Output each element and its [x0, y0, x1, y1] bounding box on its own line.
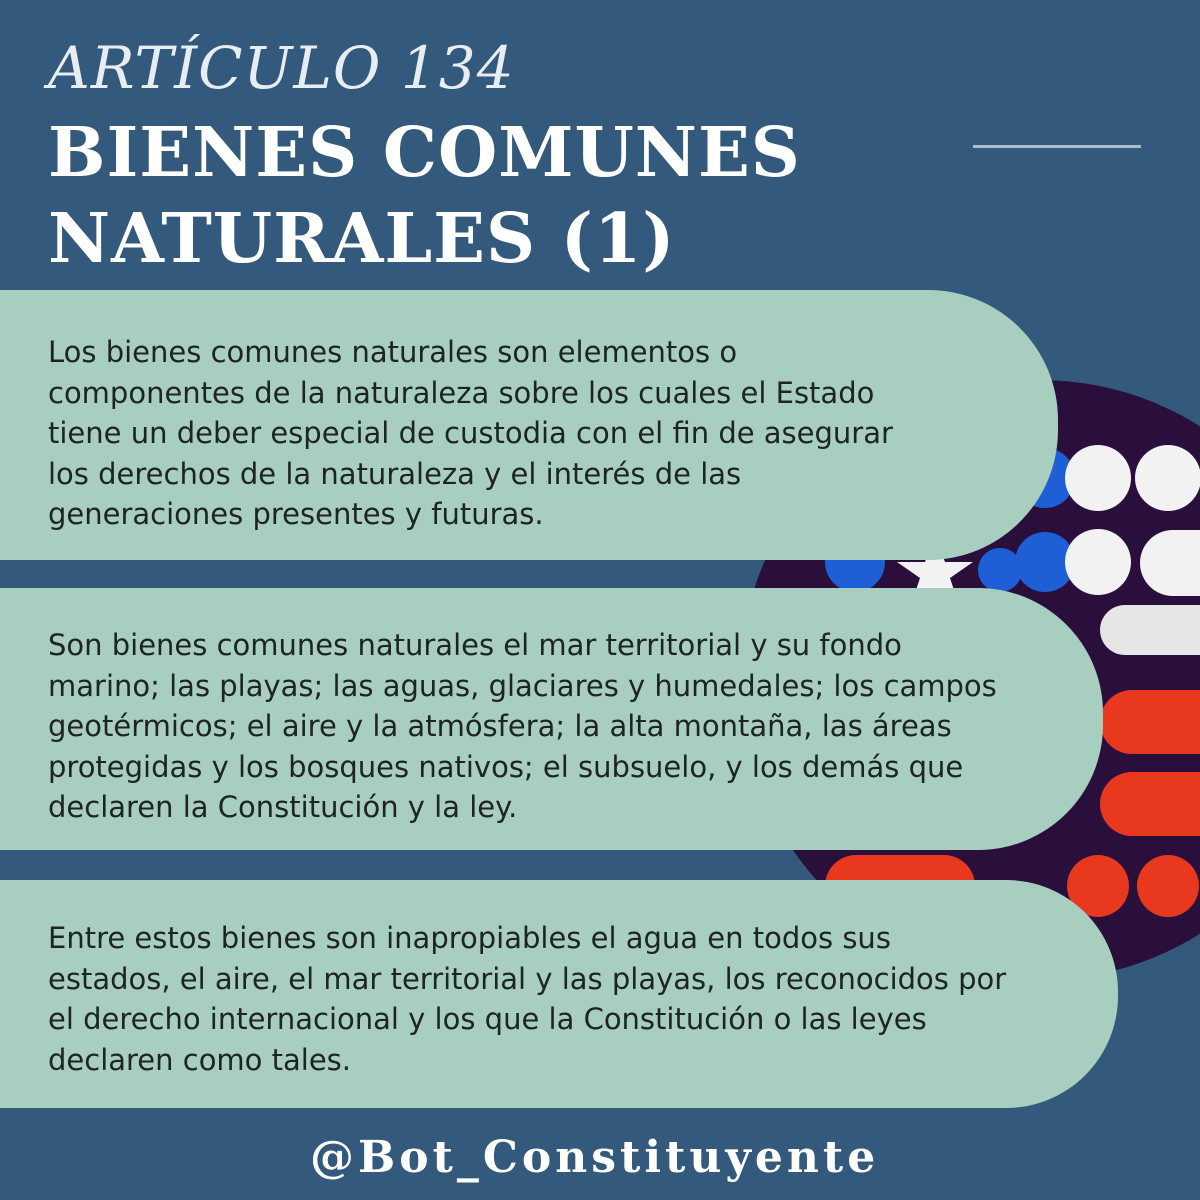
page-title	[48, 110, 801, 282]
paragraph-3: Entre estos bienes son inapropiables el agua en todos sus estados, el aire, el mar territorial y las playas, los reconocidos por el derecho internacional y los que la Constitución o las leyes declaren como tales.	[48, 921, 1007, 1077]
paragraph-card-2	[0, 588, 1103, 850]
red-bar	[1100, 772, 1200, 836]
blue-dot	[978, 548, 1022, 592]
paragraph-card-3	[0, 880, 1118, 1108]
red-bar	[1100, 690, 1200, 754]
white-dot	[1065, 445, 1131, 511]
article-number: ARTÍCULO 134	[48, 34, 515, 102]
paragraph-card-1	[0, 290, 1058, 560]
white-dot	[1135, 445, 1200, 511]
title-line-2: NATURALES (1)	[48, 199, 676, 279]
account-handle: @Bot_Constituyente	[310, 1132, 880, 1183]
title-divider	[973, 145, 1141, 148]
white-dot	[1065, 529, 1131, 595]
paragraph-1: Los bienes comunes naturales son elementos o componentes de la naturaleza sobre los cuales el Estado tiene un deber especial de custodia con el fin de asegurar los derechos de la naturaleza y el interés de las generaciones presentes y futuras.	[48, 335, 893, 531]
title-line-1: BIENES COMUNES	[48, 113, 801, 193]
paragraph-2: Son bienes comunes naturales el mar territorial y su fondo marino; las playas; las aguas, glaciares y humedales; los campos geotérmicos; el aire y la atmósfera; la alta montaña, las áreas protegidas y los bosques nativos; el subsuelo, y los demás que declaren la Constitución y la ley.	[48, 628, 997, 824]
red-dot	[1137, 855, 1199, 917]
white-bar	[1100, 605, 1200, 655]
